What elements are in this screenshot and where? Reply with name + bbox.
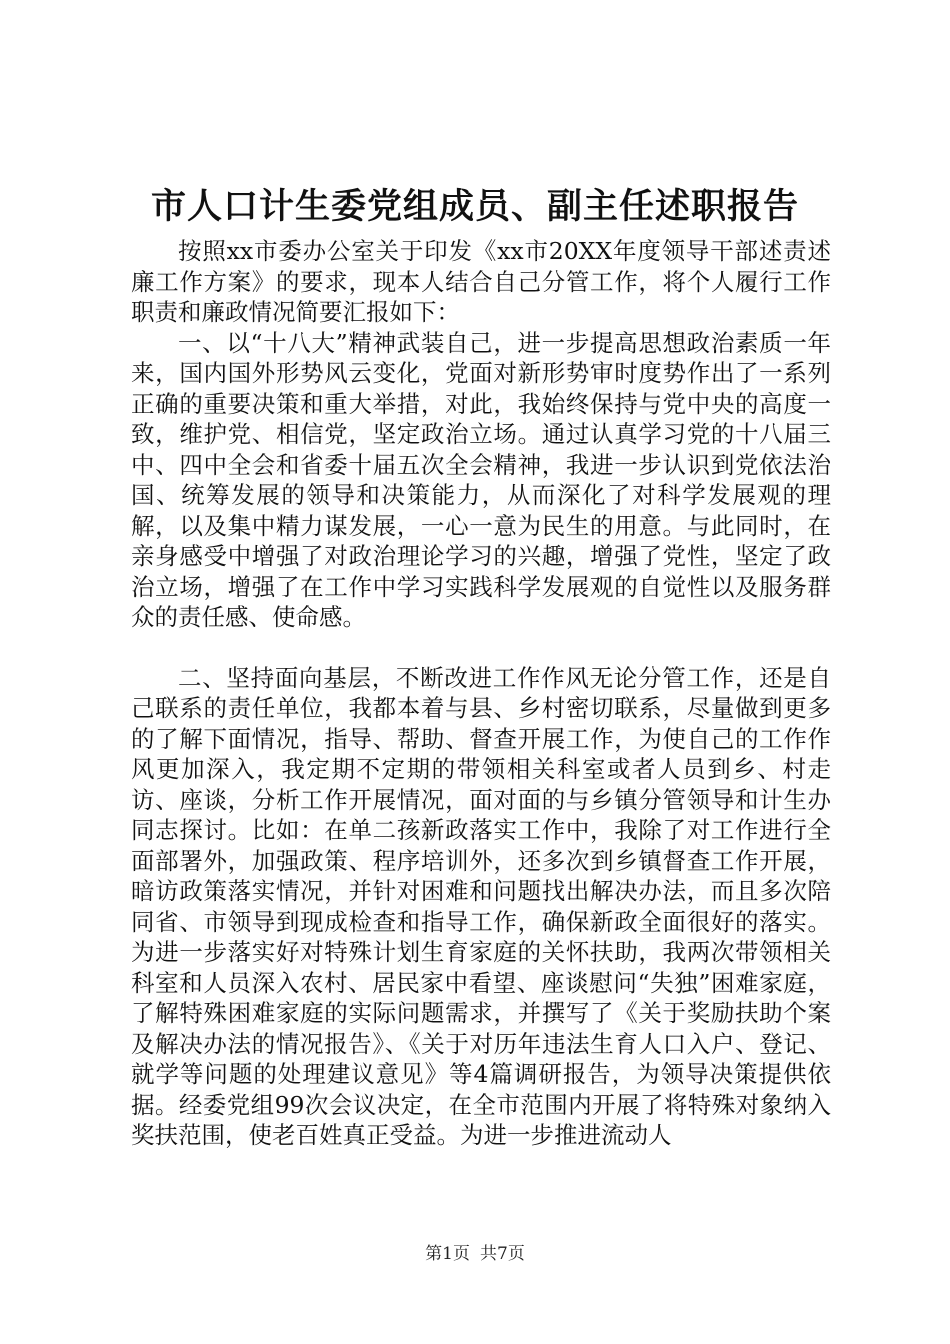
paragraph-section-2: 二、坚持面向基层，不断改进工作作风无论分管工作，还是自己联系的责任单位，我都本着与县、乡村密切联系，尽量做到更多的了解下面情况，指导、帮助、督查开展工作，为使自己的工作作风更加深入，我定期不定期的带领相关科室或者人员到乡、村走访、座谈，分析工作开展情况，面对面的与乡镇分管领导和计生办同志探讨。比如：在单二孩新政落实工作中，我除了对工作进行全面部署外，加强政策、程序培训外，还多次到乡镇督查工作开展，暗访政策落实情况，并针对困难和问题找出解决办法，而且多次陪同省、市领导到现成检查和指导工作，确保新政全面很好的落实。为进一步落实好对特殊计划生育家庭的关怀扶助，我两次带领相关科室和人员深入农村、居民家中看望、座谈慰问“失独”困难家庭，了解特殊困难家庭的实际问题需求，并撰写了《关于奖励扶助个案及解决办法的情况报告》、《关于对历年违法生育人口入户、登记、就学等问题的处理建议意见》等4篇调研报告，为领导决策提供依据。经委党组99次会议决定，在全市范围内开展了将特殊对象纳入奖扶范围，使老百姓真正受益。为进一步推进流动人 [131,663,831,1149]
page-number: 第1页 [425,1244,470,1264]
paragraph-intro: 按照xx市委办公室关于印发《xx市20XX年度领导干部述责述廉工作方案》的要求，现本人结合自己分管工作，将个人履行工作职责和廉政情况简要汇报如下： [131,237,831,326]
document-body [131,236,831,1151]
paragraph-section-1: 一、以“十八大”精神武装自己，进一步提高思想政治素质一年来，国内国外形势风云变化，党面对新形势审时度势作出了一系列正确的重要决策和重大举措，对此，我始终保持与党中央的高度一致，维护党、相信党，坚定政治立场。通过认真学习党的十八届三中、四中全会和省委十届五次全会精神，我进一步认识到党依法治国、统筹发展的领导和决策能力，从而深化了对科学发展观的理解，以及集中精力谋发展，一心一意为民生的用意。与此同时，在亲身感受中增强了对政治理论学习的兴趣，增强了党性，坚定了政治立场，增强了在工作中学习实践科学发展观的自觉性以及服务群众的责任感、使命感。 [131,328,831,631]
page-total: 共7页 [480,1244,525,1264]
page-footer [0,1243,950,1265]
paragraph-spacer [131,633,831,663]
document-title: 市人口计生委党组成员、副主任述职报告 [150,186,799,227]
